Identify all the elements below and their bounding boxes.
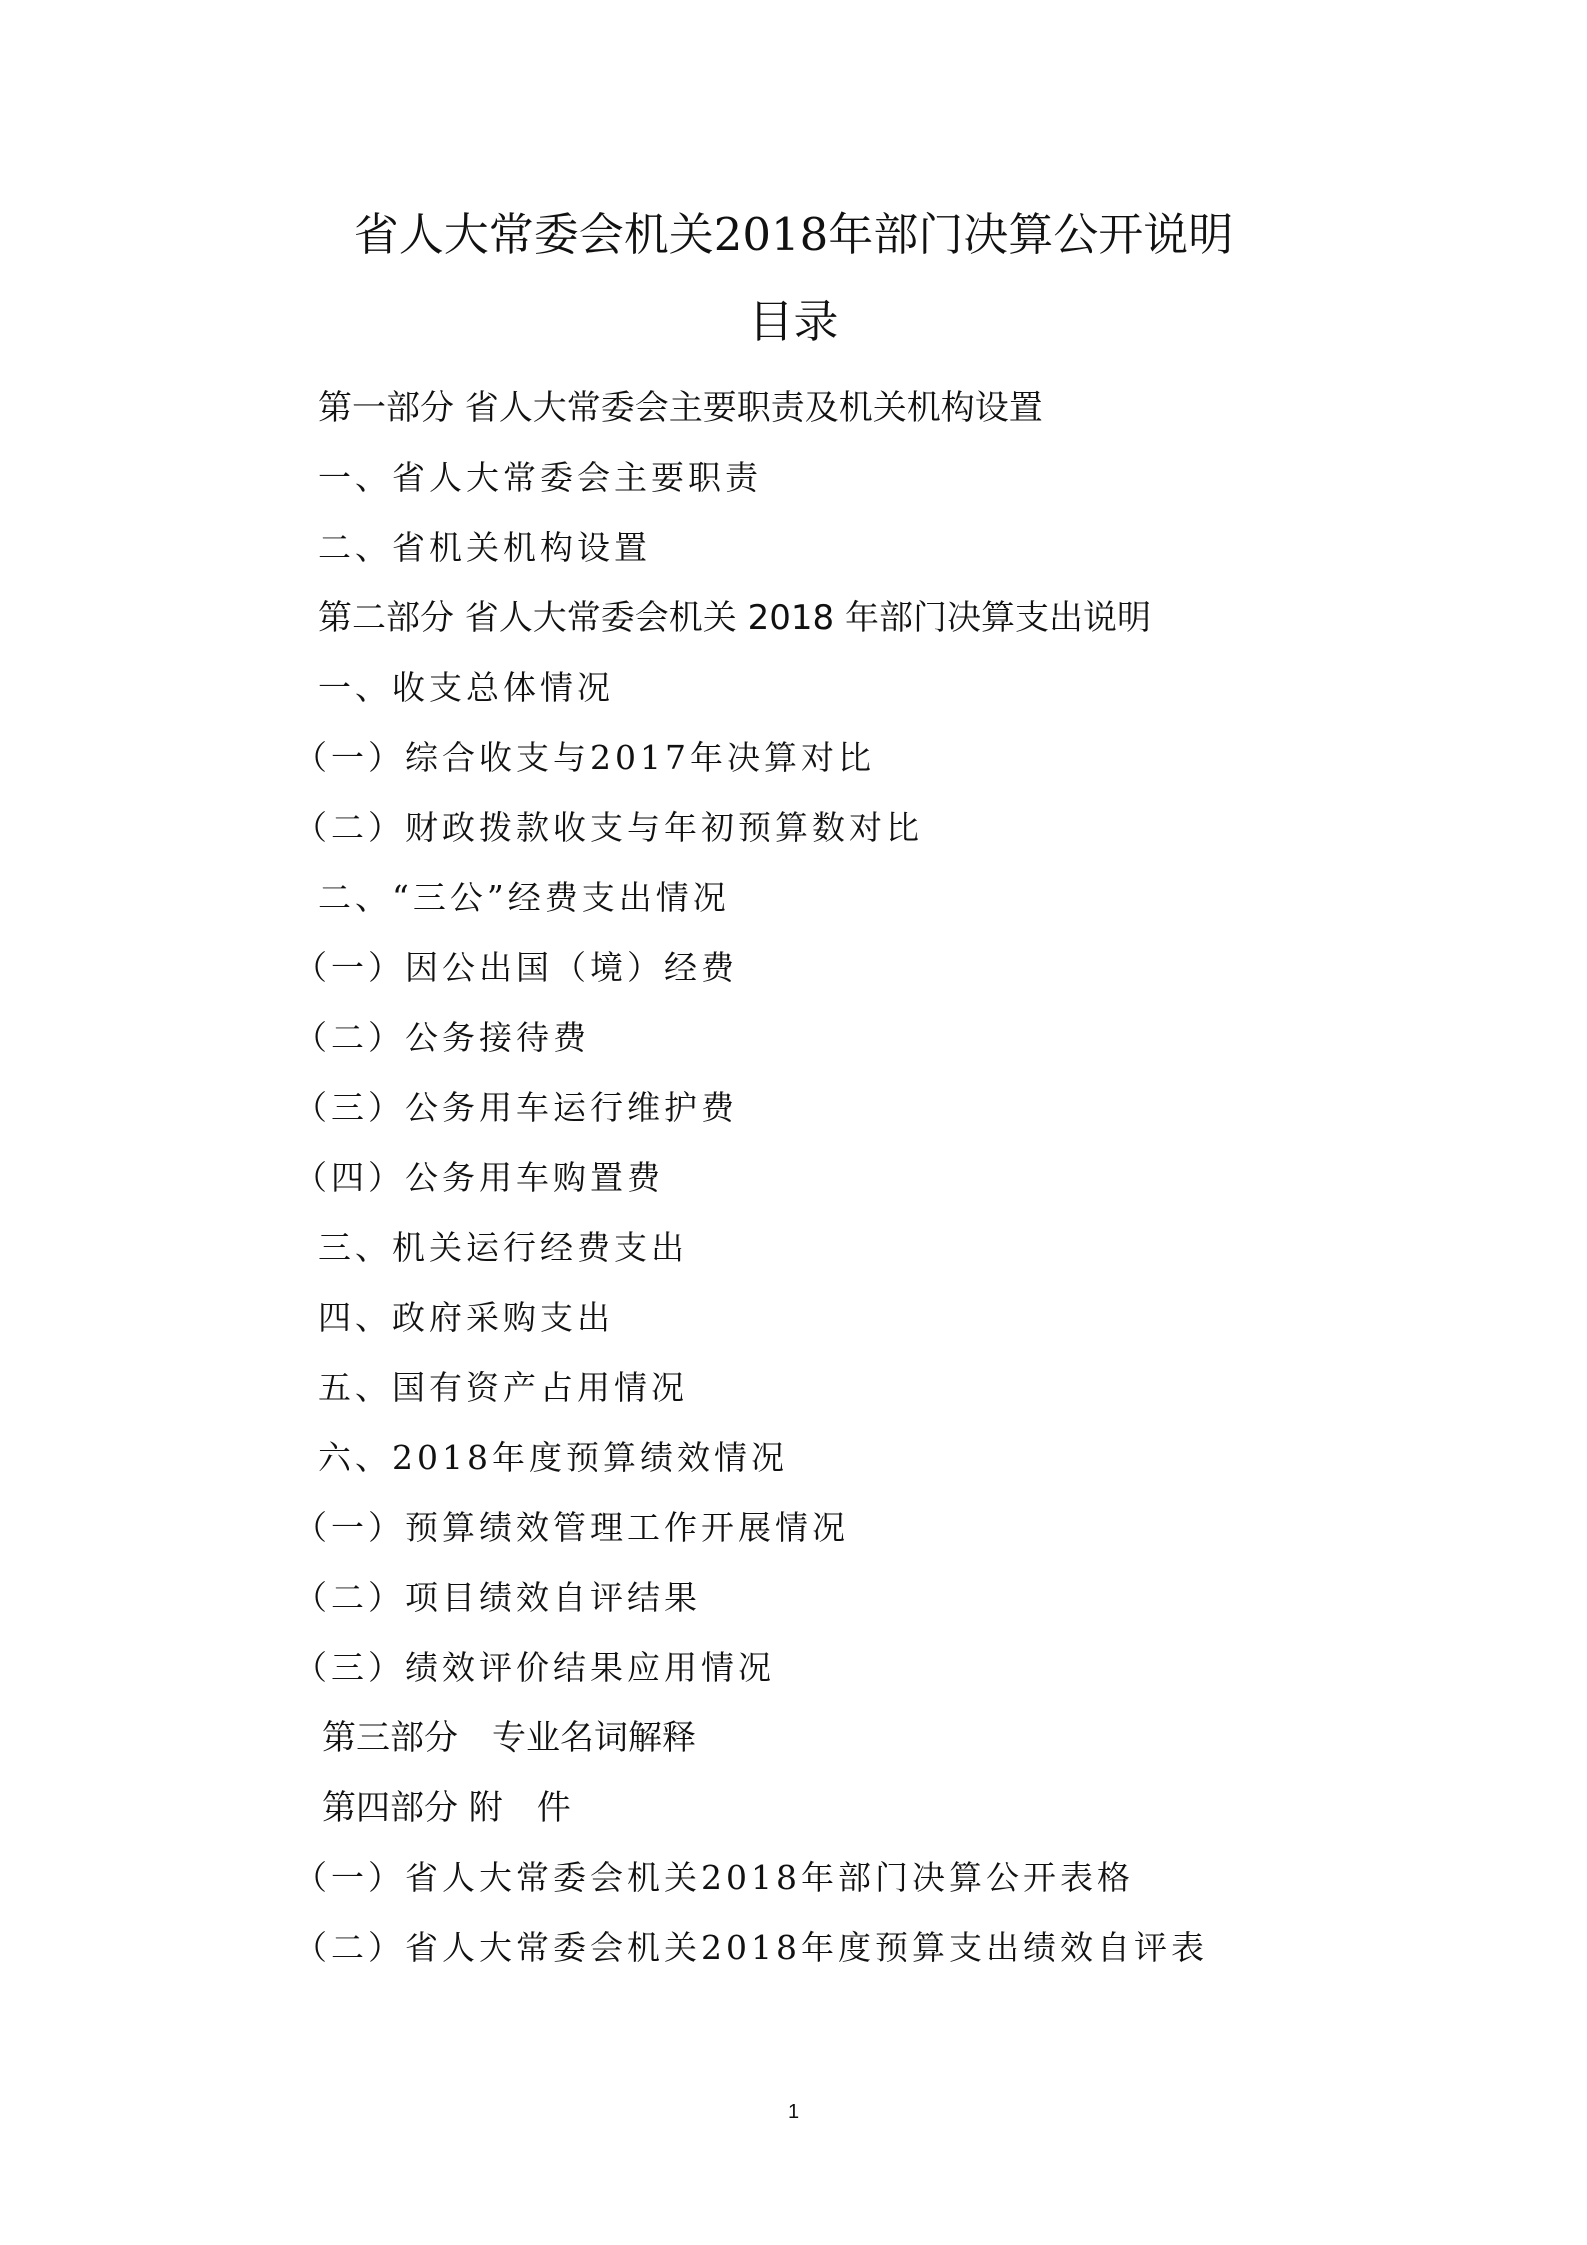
toc-item: （二）省人大常委会机关2018年度预算支出绩效自评表	[294, 1928, 1208, 1967]
toc-item: （二）公务接待费	[294, 1018, 590, 1057]
toc-heading: 目录	[748, 295, 839, 348]
toc-item: （二）项目绩效自评结果	[294, 1578, 701, 1617]
toc-item: 二、“三公”经费支出情况	[318, 878, 730, 917]
toc-item: （三）绩效评价结果应用情况	[294, 1648, 775, 1687]
toc-item: （一）省人大常委会机关2018年部门决算公开表格	[294, 1858, 1134, 1897]
toc-item: （二）财政拨款收支与年初预算数对比	[294, 808, 923, 847]
toc-item: 五、国有资产占用情况	[318, 1368, 688, 1407]
toc-item: （一）综合收支与2017年决算对比	[294, 738, 875, 777]
toc-item: （一）因公出国（境）经费	[294, 948, 738, 987]
toc-part-2: 第二部分 省人大常委会机关 2018 年部门决算支出说明	[318, 598, 1151, 638]
toc-item: 六、2018年度预算绩效情况	[318, 1438, 788, 1477]
toc-part-1: 第一部分 省人大常委会主要职责及机关机构设置	[318, 388, 1043, 428]
toc-item: 一、省人大常委会主要职责	[318, 458, 762, 497]
toc-part-4: 第四部分 附 件	[322, 1788, 571, 1828]
toc-item: 三、机关运行经费支出	[318, 1228, 688, 1267]
toc-part-3: 第三部分 专业名词解释	[322, 1718, 696, 1758]
toc-item: 二、省机关机构设置	[318, 528, 651, 567]
toc-item: 一、收支总体情况	[318, 668, 614, 707]
page-number: 1	[787, 2101, 800, 2123]
toc-item: （一）预算绩效管理工作开展情况	[294, 1508, 849, 1547]
toc-item: 四、政府采购支出	[318, 1298, 614, 1337]
document-title: 省人大常委会机关2018年部门决算公开说明	[353, 208, 1234, 261]
toc-item: （三）公务用车运行维护费	[294, 1088, 738, 1127]
toc-item: （四）公务用车购置费	[294, 1158, 664, 1197]
